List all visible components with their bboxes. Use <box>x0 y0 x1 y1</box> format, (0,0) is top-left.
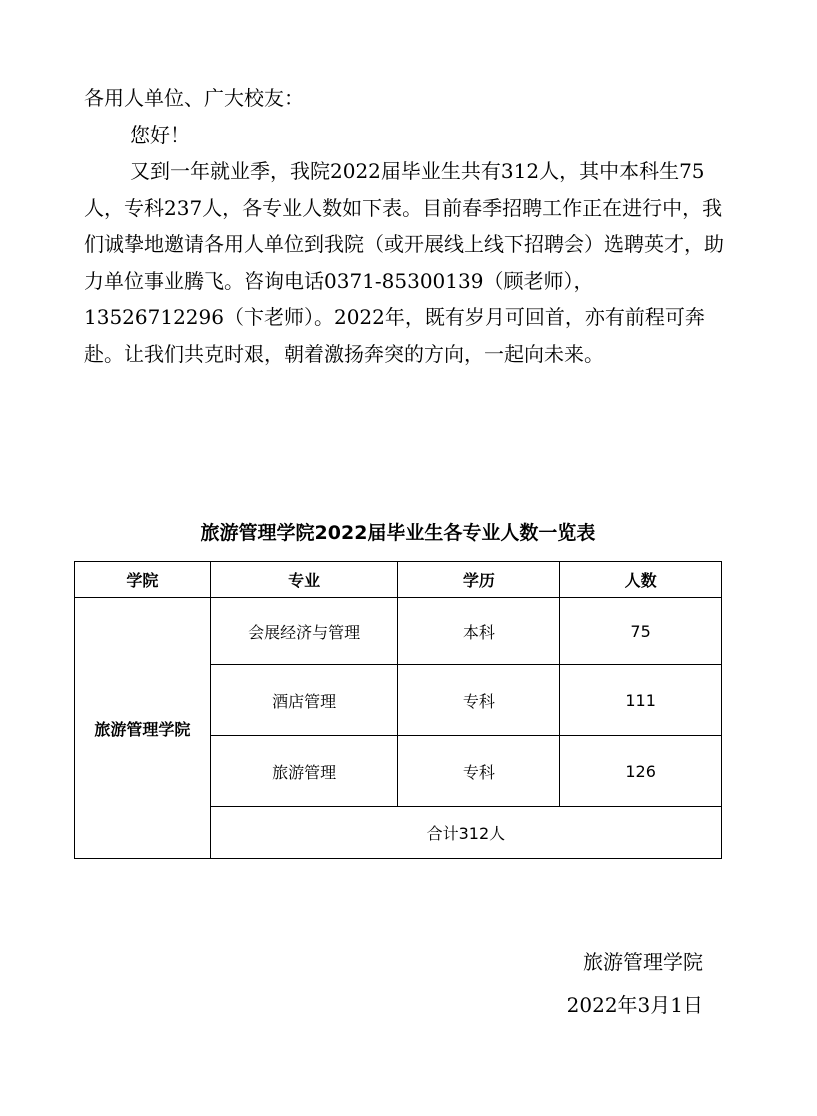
major-cell: 会展经济与管理 <box>210 598 398 665</box>
header-count: 人数 <box>560 562 722 598</box>
major-cell: 酒店管理 <box>210 665 398 736</box>
majors-table <box>74 561 722 859</box>
signature-organization: 旅游管理学院 <box>583 950 703 974</box>
signature-date: 2022年3月1日 <box>566 993 703 1017</box>
letter-body <box>84 80 724 372</box>
header-college: 学院 <box>75 562 211 598</box>
header-major: 专业 <box>210 562 398 598</box>
salutation: 各用人单位、广大校友： <box>84 86 304 110</box>
table-row <box>75 598 722 665</box>
count-cell: 111 <box>560 665 722 736</box>
count-cell: 126 <box>560 736 722 807</box>
table-title: 旅游管理学院2022届毕业生各专业人数一览表 <box>200 522 596 544</box>
greeting: 您好！ <box>130 122 190 147</box>
letter-paragraph: 又到一年就业季，我院2022届毕业生共有312人，其中本科生75人，专科237人，各专业人数如下表。目前春季招聘工作正在进行中，我们诚挚地邀请各用人单位到我院（或开展线上线下招聘会）选聘英才，助力单位事业腾飞。咨询电话0371-85300139（顾老师），13526712296（卞老师）。2022年，既有岁月可回首，亦有前程可奔赴。让我们共克时艰，朝着激扬奔突的方向，一起向未来。 <box>84 159 724 366</box>
table-header-row <box>75 562 722 598</box>
count-cell: 75 <box>560 598 722 665</box>
major-cell: 旅游管理 <box>210 736 398 807</box>
total-cell: 合计312人 <box>210 807 721 859</box>
college-cell: 旅游管理学院 <box>75 598 211 859</box>
header-degree: 学历 <box>398 562 560 598</box>
degree-cell: 专科 <box>398 736 560 807</box>
degree-cell: 本科 <box>398 598 560 665</box>
degree-cell: 专科 <box>398 665 560 736</box>
